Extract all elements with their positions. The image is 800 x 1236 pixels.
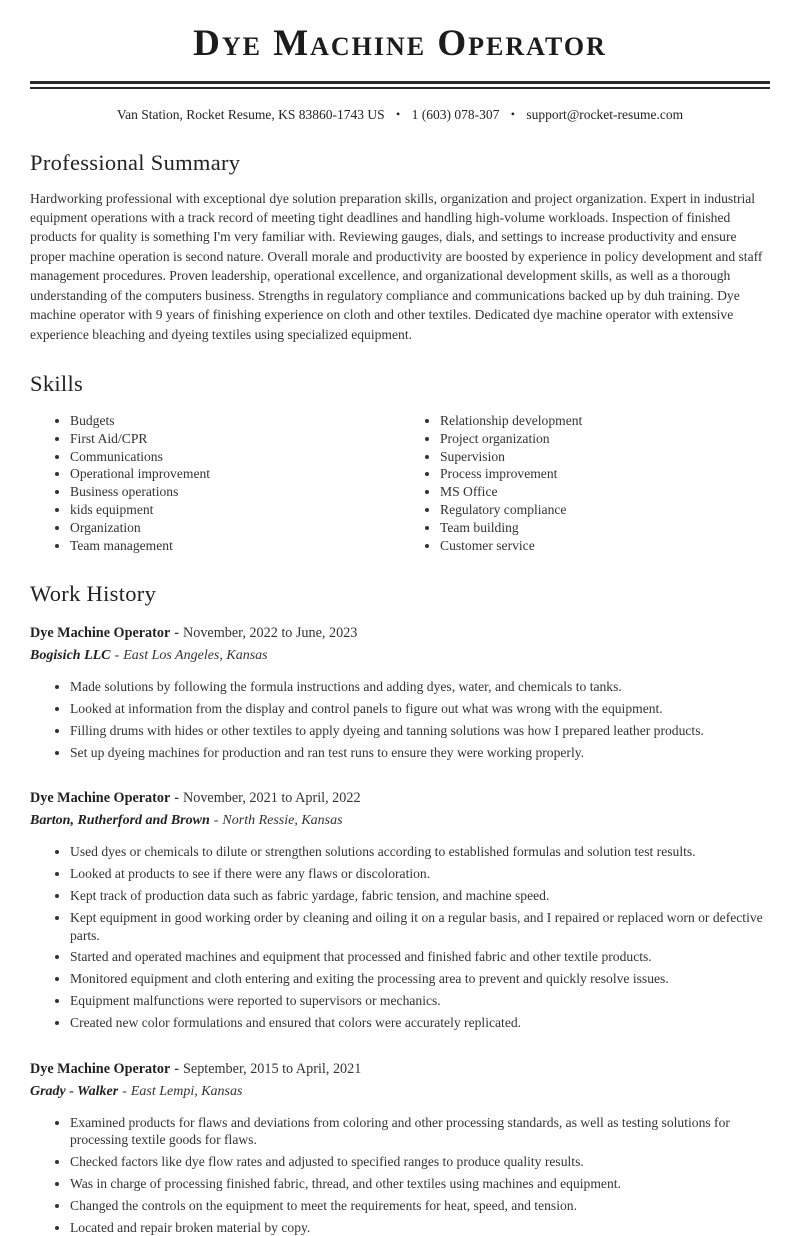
job-entry <box>30 790 770 1031</box>
job-bullet: • Looked at products to see if there were any flaws or discoloration. <box>70 865 770 883</box>
job-bullet: • Kept track of production data such as fabric yardage, fabric tension, and machine speed. <box>70 887 770 905</box>
job-entry <box>30 625 770 761</box>
skill-item: • Customer service <box>440 537 770 555</box>
contact-separator: • <box>510 106 515 121</box>
skills-section <box>30 371 770 554</box>
job-bullet-list <box>30 1114 770 1236</box>
job-company-line <box>30 1084 770 1100</box>
skill-item: • Project organization <box>440 430 770 448</box>
skill-item: • Business operations <box>70 483 400 501</box>
job-company: Bogisich LLC <box>30 648 111 664</box>
job-separator: - <box>114 648 120 664</box>
job-company-line <box>30 813 770 829</box>
skill-item: • Team management <box>70 537 400 555</box>
job-bullet: • Filling drums with hides or other textiles to apply dyeing and tanning solutions was how I prepared leather products. <box>70 722 770 740</box>
job-bullet: • Located and repair broken material by copy. <box>70 1219 770 1236</box>
job-bullet-list <box>30 843 770 1031</box>
job-bullet: • Changed the controls on the equipment to meet the requirements for heat, speed, and tension. <box>70 1197 770 1215</box>
job-bullet: • Kept equipment in good working order by cleaning and oiling it on a regular basis, and I repaired or replaced worn or defective parts. <box>70 909 770 945</box>
skill-item: • Communications <box>70 448 400 466</box>
job-title: Dye Machine Operator <box>30 790 171 807</box>
job-separator: - <box>122 1083 127 1099</box>
section-heading-professional-summary: Professional Summary <box>30 149 241 175</box>
contact-separator: • <box>396 106 401 121</box>
job-bullet: • Equipment malfunctions were reported to supervisors or mechanics. <box>70 992 770 1010</box>
work-history-section <box>30 581 770 1236</box>
skill-item: • Operational improvement <box>70 465 400 483</box>
skill-item: • Organization <box>70 519 400 537</box>
job-bullet: • Set up dyeing machines for production and ran test runs to ensure they were working properly. <box>70 744 770 762</box>
job-bullet-list <box>30 678 770 761</box>
job-bullet: • Looked at information from the display and control panels to figure out what was wrong with the equipment. <box>70 700 770 718</box>
header-divider <box>30 81 770 89</box>
job-title-line <box>30 790 770 807</box>
job-company: Barton, Rutherford and Brown <box>30 813 210 829</box>
skill-item: • Process improvement <box>440 465 770 483</box>
job-title-line <box>30 625 770 642</box>
job-dates: September, 2015 to April, 2021 <box>183 1060 362 1077</box>
resume-header <box>30 24 770 123</box>
summary-text: Hardworking professional with exceptional dye solution preparation skills, organization and project organization. Expert in industrial equipment operations with a track record of meeting tight deadlines and handling high-volume workloads. Inspection of finished products for quality is something I'm very familiar with. Reviewing gauges, dials, and settings to increase productivity and ensure proper machine operation is second nature. Overall morale and productivity are boosted by experience in policy development and staff management procedures. Proven leadership, operational excellence, and organizational development skills, as well as a thorough understanding of the computers business. Strengths in regulatory compliance and communications backed up by duh training. Dye machine operator with 9 years of finishing experience on cloth and other textiles. Dedicated dye machine operator with extensive experience bleaching and dyeing textiles using specialized equipment. <box>30 190 763 342</box>
job-separator: - <box>174 790 179 807</box>
job-separator: - <box>174 1060 179 1077</box>
job-company: Grady - Walker <box>30 1083 119 1099</box>
job-location: North Ressie, Kansas <box>222 813 343 829</box>
skills-list-left <box>30 412 400 554</box>
job-location: East Los Angeles, Kansas <box>123 648 268 664</box>
job-location: East Lempi, Kansas <box>130 1083 243 1099</box>
job-bullet: • Created new color formulations and ensured that colors were accurately replicated. <box>70 1014 770 1032</box>
section-heading-skills: Skills <box>30 371 84 397</box>
job-bullet: • Used dyes or chemicals to dilute or strengthen solutions according to established formulas and solution test results. <box>70 843 770 861</box>
page-title: Dye Machine Operator <box>193 23 607 64</box>
job-dates: November, 2021 to April, 2022 <box>183 790 361 807</box>
skill-item: • kids equipment <box>70 501 400 519</box>
job-separator: - <box>213 813 219 829</box>
skill-item: • Team building <box>440 519 770 537</box>
skill-item: • Supervision <box>440 448 770 466</box>
skill-item: • Relationship development <box>440 412 770 430</box>
job-bullet: • Started and operated machines and equipment that processed and finished fabric and other textile products. <box>70 948 770 966</box>
job-company-line <box>30 648 770 664</box>
skill-item: • Regulatory compliance <box>440 501 770 519</box>
job-bullet: • Examined products for flaws and deviations from coloring and other processing standards, as well as testing solutions for processing textile goods for flaws. <box>70 1114 770 1150</box>
job-bullet: • Was in charge of processing finished fabric, thread, and other textiles using machines and equipment. <box>70 1175 770 1193</box>
job-bullet: • Checked factors like dye flow rates and adjusted to specified ranges to produce quality results. <box>70 1153 770 1171</box>
job-bullet: • Monitored equipment and cloth entering and exiting the processing area to prevent and quickly resolve issues. <box>70 970 770 988</box>
contact-phone: 1 (603) 078-307 <box>411 106 500 122</box>
job-dates: November, 2022 to June, 2023 <box>183 625 358 642</box>
job-separator: - <box>174 625 179 642</box>
contact-email: support@rocket-resume.com <box>526 106 684 122</box>
contact-address: Van Station, Rocket Resume, KS 83860-1743 US <box>116 106 385 122</box>
professional-summary-section <box>30 150 770 344</box>
job-bullet: • Made solutions by following the formula instructions and adding dyes, water, and chemicals to tanks. <box>70 678 770 696</box>
section-heading-work-history: Work History <box>30 581 157 607</box>
skills-list-right <box>400 412 770 554</box>
resume-page <box>0 23 800 1235</box>
job-title: Dye Machine Operator <box>30 1060 171 1077</box>
skills-columns <box>30 410 770 554</box>
contact-line <box>30 107 770 123</box>
skill-item: • MS Office <box>440 483 770 501</box>
skill-item: • Budgets <box>70 412 400 430</box>
job-entry <box>30 1061 770 1236</box>
job-title: Dye Machine Operator <box>30 625 171 642</box>
skill-item: • First Aid/CPR <box>70 430 400 448</box>
job-title-line <box>30 1061 770 1078</box>
